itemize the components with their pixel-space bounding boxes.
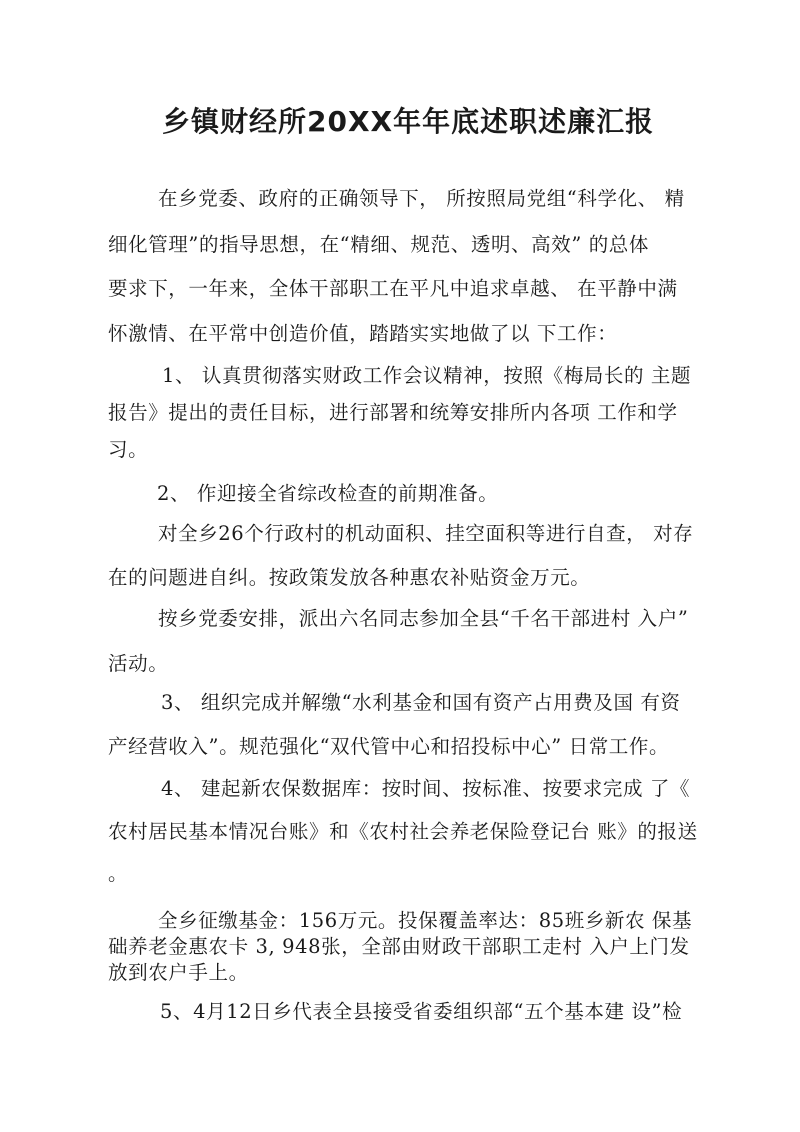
paragraph-line: 对全乡26个行政村的机动面积、挂空面积等进行自查， 对存: [158, 522, 694, 545]
paragraph-line: 怀激情、在平常中创造价值，踏踏实实地做了以 下工作：: [108, 322, 618, 345]
paragraph-line: 活动。: [108, 652, 169, 675]
paragraph-line: 按乡党委安排，派出六名同志参加全县“千名干部进村 入户”: [158, 607, 689, 630]
paragraph-line: 要求下，一年来，全体干部职工在平凡中追求卓越、 在平静中满: [108, 277, 678, 300]
paragraph-line: 在的问题进自纠。按政策发放各种惠农补贴资金万元。: [108, 566, 591, 589]
paragraph-line: 在乡党委、政府的正确领导下， 所按照局党组“科学化、 精: [158, 187, 685, 210]
paragraph-line: 1、 认真贯彻落实财政工作会议精神，按照《梅局长的 主题: [162, 364, 692, 387]
paragraph-line: 农村居民基本情况台账》和《农村社会养老保险登记台 账》的报送: [108, 820, 698, 843]
paragraph-line: 报告》提出的责任目标，进行部署和统筹安排所内各项 工作和学: [108, 401, 678, 424]
paragraph-line: 产经营收入”。规范强化“双代管中心和招投标中心” 日常工作。: [108, 735, 670, 758]
paragraph-line: 全乡征缴基金：156万元。投保覆盖率达：85班乡新农 保基: [158, 909, 693, 932]
paragraph-line: 3、 组织完成并解缴“水利基金和国有资产占用费及国 有资: [161, 691, 681, 714]
paragraph-line: 4、 建起新农保数据库：按时间、按标准、按要求完成 了《: [161, 777, 691, 800]
paragraph-line: 细化管理”的指导思想，在“精细、规范、透明、高效” 的总体: [108, 233, 650, 256]
paragraph-line: 5、4月12日乡代表全县接受省委组织部“五个基本建 设”检: [160, 1000, 683, 1023]
paragraph-line: 。: [108, 862, 129, 885]
document-title: 乡镇财经所20XX年年底述职述廉汇报: [162, 105, 655, 138]
paragraph-line: 础养老金惠农卡 3, 948张，全部由财政干部职工走村 入户上门发: [108, 935, 690, 958]
paragraph-line: 习。: [108, 438, 149, 461]
paragraph-line: 2、 作迎接全省综改检查的前期准备。: [157, 482, 499, 505]
paragraph-line: 放到农户手上。: [108, 961, 249, 984]
